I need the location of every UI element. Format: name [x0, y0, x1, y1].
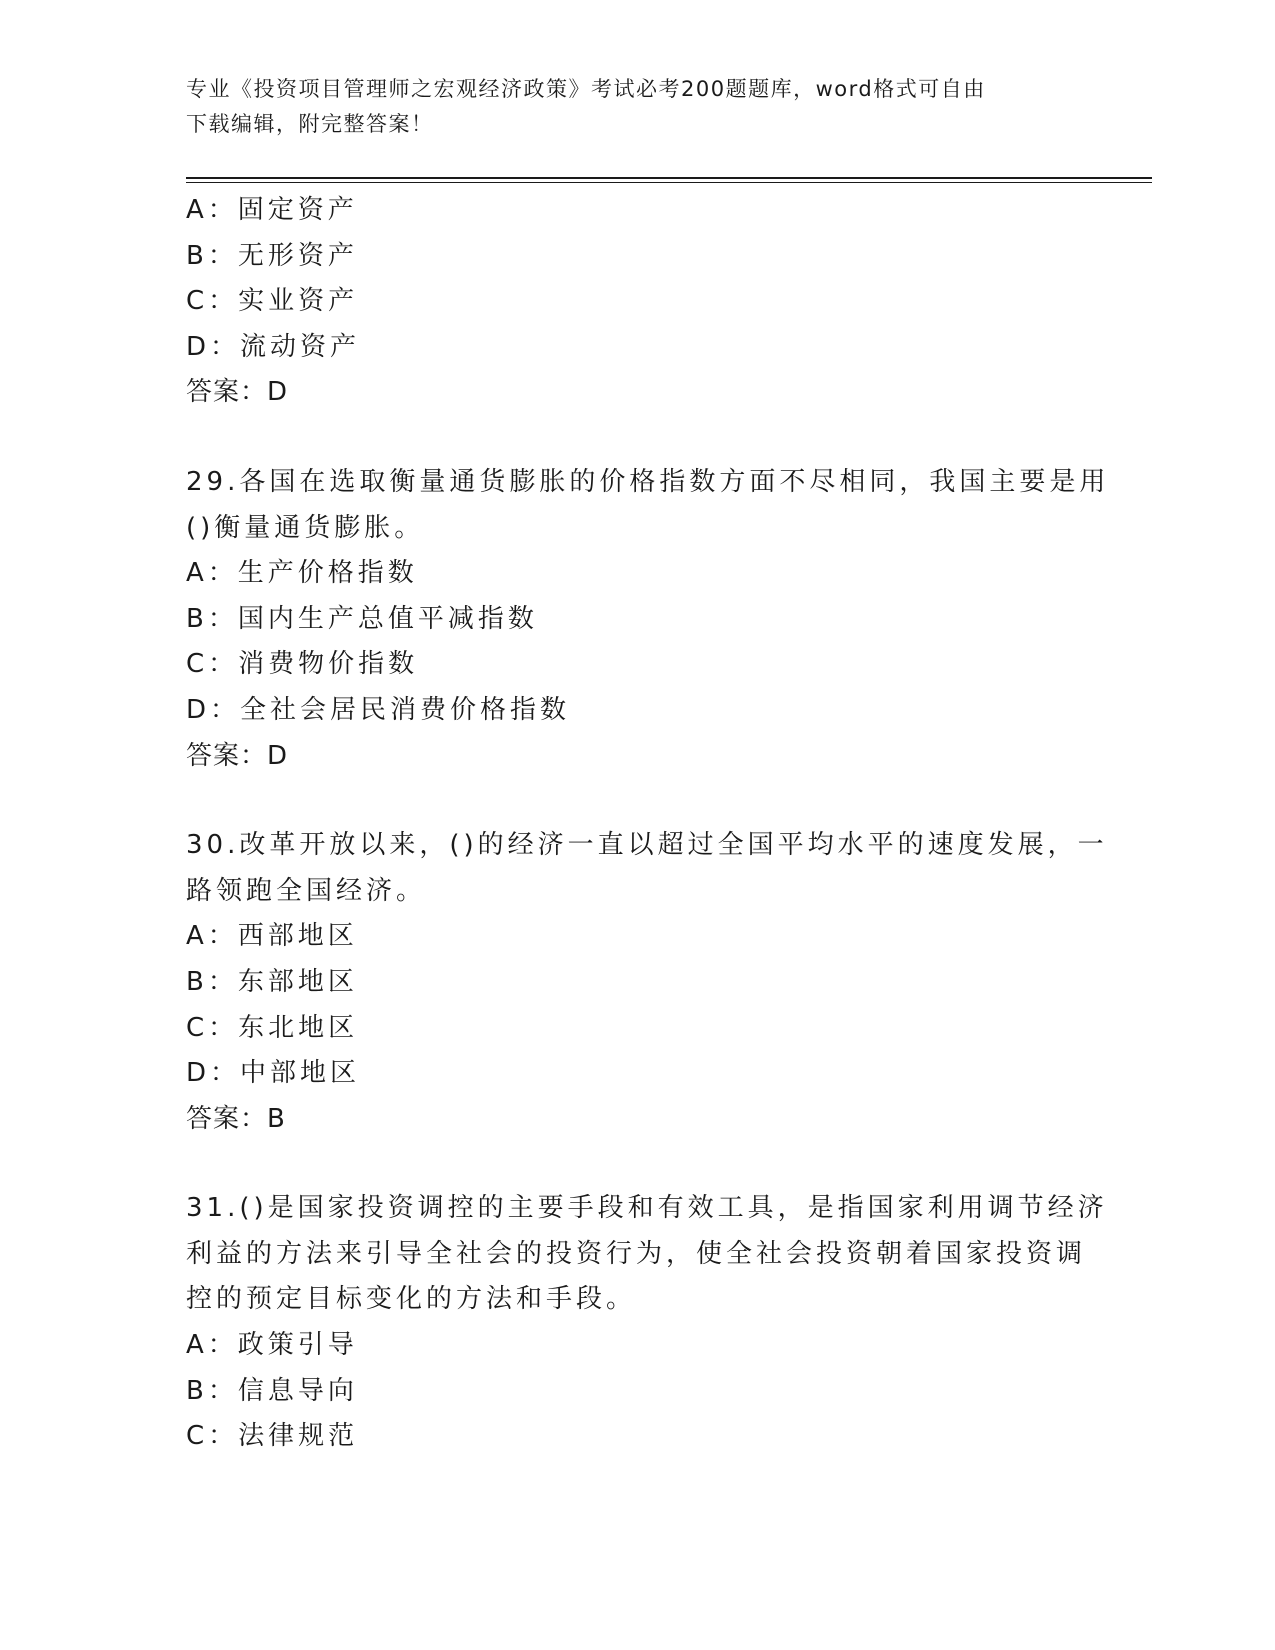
- option-c: C：消费物价指数: [186, 649, 419, 680]
- block-spacer: [186, 416, 1106, 460]
- question-block-30: [186, 823, 1106, 1142]
- option-b: B：国内生产总值平减指数: [186, 603, 538, 634]
- question-text-line-1: 31.()是国家投资调控的主要手段和有效工具，是指国家利用调节经济: [186, 1193, 1108, 1224]
- question-block-28: [186, 188, 1106, 416]
- option-c: C：东北地区: [186, 1012, 359, 1043]
- option-d: D：中部地区: [186, 1058, 361, 1089]
- option-a: A：西部地区: [186, 921, 358, 952]
- header-line-1: 专业《投资项目管理师之宏观经济政策》考试必考200题题库，word格式可自由: [186, 77, 986, 101]
- option-d: D：流动资产: [186, 331, 361, 362]
- block-spacer: [186, 779, 1106, 823]
- question-list: [186, 188, 1110, 1460]
- question-text-line-1: 30.改革开放以来，()的经济一直以超过全国平均水平的速度发展，一: [186, 830, 1108, 861]
- header-line-2: 下载编辑，附完整答案！: [186, 112, 434, 136]
- option-c: C：法律规范: [186, 1421, 359, 1452]
- option-b: B：信息导向: [186, 1375, 358, 1406]
- question-text-line-2: 路领跑全国经济。: [186, 875, 427, 906]
- option-a: A：固定资产: [186, 195, 358, 225]
- option-c: C：实业资产: [186, 286, 359, 317]
- question-block-31: [186, 1186, 1106, 1460]
- question-text-line-2: 利益的方法来引导全社会的投资行为，使全社会投资朝着国家投资调: [186, 1238, 1087, 1269]
- option-a: A：生产价格指数: [186, 558, 418, 589]
- question-text-line-1: 29.各国在选取衡量通货膨胀的价格指数方面不尽相同，我国主要是用: [186, 466, 1110, 497]
- option-a: A：政策引导: [186, 1330, 358, 1361]
- header-divider-thin: [186, 182, 1152, 183]
- answer-line: 答案：D: [186, 377, 289, 408]
- option-b: B：无形资产: [186, 240, 358, 271]
- option-d: D：全社会居民消费价格指数: [186, 694, 571, 725]
- document-header: [186, 72, 1086, 142]
- block-spacer: [186, 1142, 1106, 1186]
- header-divider-thick: [186, 177, 1152, 179]
- answer-line: 答案：B: [186, 1103, 286, 1134]
- question-block-29: [186, 460, 1110, 779]
- answer-line: 答案：D: [186, 740, 289, 771]
- question-text-line-2: ()衡量通货膨胀。: [186, 512, 425, 543]
- question-text-line-3: 控的预定目标变化的方法和手段。: [186, 1284, 637, 1315]
- option-b: B：东部地区: [186, 966, 358, 997]
